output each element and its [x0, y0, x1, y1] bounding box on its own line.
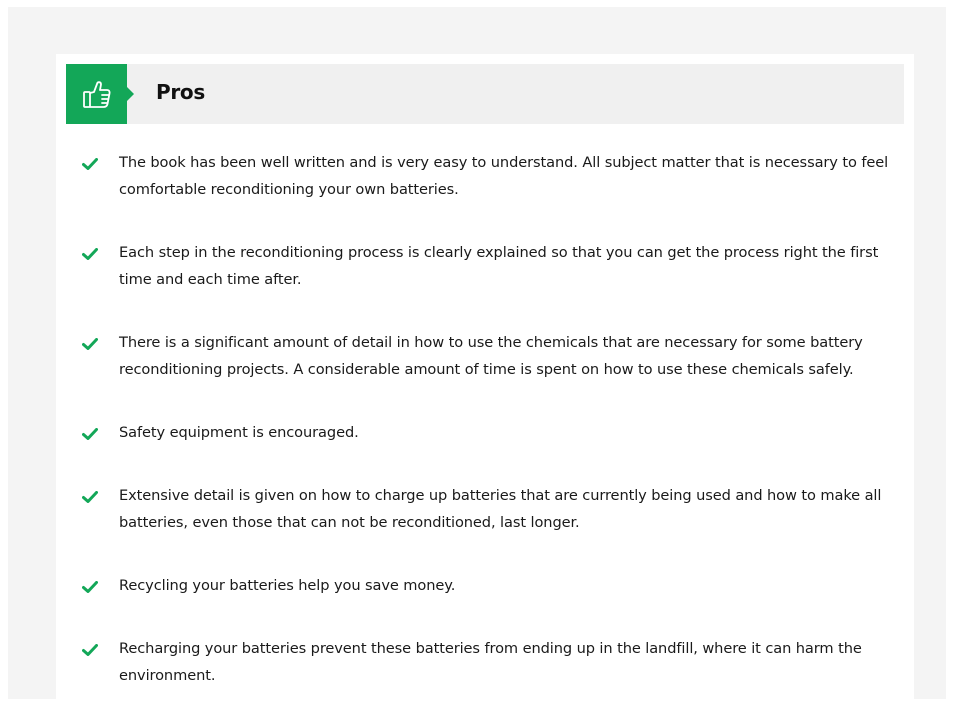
check-icon [82, 428, 98, 440]
list-item-text: Recharging your batteries prevent these batteries from ending up in the landfill, where it can harm the environment. [119, 640, 862, 684]
list-item-text: The book has been well written and is very easy to understand. All subject matter that is necessary to feel comfortable reconditioning your own batteries. [119, 154, 889, 198]
check-icon [82, 581, 98, 593]
icon-box [66, 64, 127, 124]
check-icon [82, 158, 98, 170]
check-icon [82, 644, 98, 656]
list-item-text: Recycling your batteries help you save money. [119, 577, 456, 594]
pros-header [66, 64, 904, 124]
list-item-text: Safety equipment is encouraged. [119, 424, 359, 441]
pros-card [56, 54, 914, 706]
page-background [8, 7, 946, 699]
list-item-text: Each step in the reconditioning process is clearly explained so that you can get the process right the first time and each time after. [119, 244, 879, 288]
list-item-text: There is a significant amount of detail in how to use the chemicals that are necessary for some battery reconditioning projects. A considerable amount of time is spent on how to use these chemicals safely. [119, 334, 863, 378]
thumbs-up-icon [82, 78, 112, 110]
list-item-text: Extensive detail is given on how to charge up batteries that are currently being used and how to make all batteries, even those that can not be reconditioned, last longer. [119, 487, 882, 531]
check-icon [82, 338, 98, 350]
check-icon [82, 248, 98, 260]
section-title: Pros [156, 80, 205, 104]
check-icon [82, 491, 98, 503]
